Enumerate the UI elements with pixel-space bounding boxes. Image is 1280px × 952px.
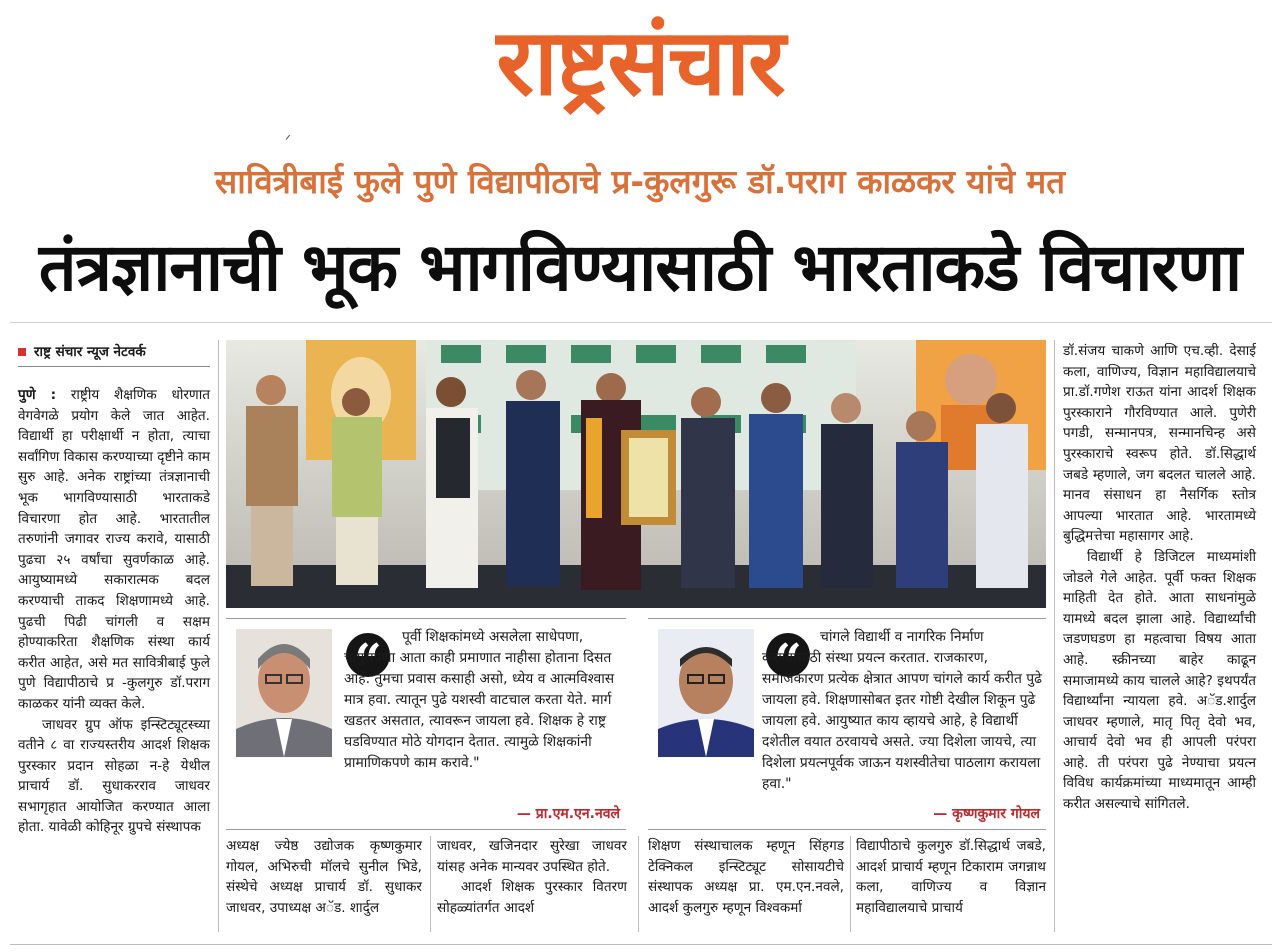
headline: तंत्रज्ञानाची भूक भागविण्यासाठी भारताकडे विचारणा <box>38 229 1242 306</box>
article-column-right <box>1063 341 1256 815</box>
newspaper-masthead: राष्ट्रसंचार <box>496 9 784 116</box>
quote-icon: “ <box>766 633 810 677</box>
paragraph: जाधवर, खजिनदार सुरेखा जाधवर यांसह अनेक मान्यवर उपस्थित होते. <box>437 838 627 875</box>
article-column-1 <box>18 385 210 838</box>
column-divider <box>218 340 219 932</box>
paragraph: डॉ.संजय चाकणे आणि एच.व्ही. देसाई कला, वाणिज्य, विज्ञान महाविद्यालयाचे प्रा.डॉ.गणेश राऊत यांना आदर्श शिक्षक पुरस्काराने गौरविण्यात आले. पुणेरी पगडी, सन्मानपत्र, सन्मानचिन्ह असे पुरस्काराचे स्वरूप होते. डॉ.सिद्धार्थ जबडे म्हणाले, जग बदलत चालले आहे. मानव संसाधन हा नैसर्गिक स्तोत्र आपल्या भारतात आहे. भारतामध्ये बुद्धिमत्तेचा महासागर आहे. <box>1063 343 1256 545</box>
event-photo <box>226 340 1046 608</box>
man-portrait-icon <box>658 629 754 757</box>
quote-attribution: — प्रा.एम.एन.नवले <box>516 806 620 822</box>
subheadline: सावित्रीबाई फुले पुणे विद्यापीठाचे प्र-कुलगुरू डॉ.पराग काळकर यांचे मत <box>214 162 1066 201</box>
quote-icon: “ <box>346 633 390 677</box>
byline <box>18 342 210 367</box>
paragraph-text: राष्ट्रीय शैक्षणिक धोरणात वेगवेगळे प्रयोग केले जात आहेत. विद्यार्थी हा परीक्षार्थी न होता, त्याचा सर्वांगिण विकास करण्याच्या दृष्टीने काम सुरु आहे. अनेक राष्ट्रांच्या तंत्रज्ञानाची भूक भागविण्यासाठी भारताकडे विचारणा होत आहे. भारतातील तरुणांनी जगावर राज्य करावे, यासाठी पुढचा २५ वर्षांचा सुवर्णकाळ आहे. आयुष्यामध्ये सकारात्मक बदल करण्याची ताकद शिक्षणामध्ये आहे. पुढची पिढी चांगली व सक्षम होण्याकरिता शैक्षणिक संस्था कार्य करीत आहेत, असे मत सावित्रीबाई फुले पुणे विद्यापीठाचे प्र -कुलगुरु डॉ.पराग काळकर यांनी व्यक्त केले. <box>18 387 210 712</box>
quote-text <box>344 627 620 774</box>
paragraph: विद्यापीठाचे कुलगुरु डॉ.सिद्धार्थ जबडे, आदर्श प्राचार्य म्हणून टिकाराम जगन्नाथ कला, वाणिज्य व विज्ञान महाविद्यालयाचे प्राचार्य <box>856 838 1046 916</box>
quote-body: पूर्वी शिक्षकांमध्ये असलेला साधेपणा, चांगुलपणा आता काही प्रमाणात नाहीसा होताना दिसत आहे. तुमचा प्रवास कसाही असो, ध्येय व आत्मविश्वास मात्र हवा. त्यातून पुढे यशस्वी वाटचाल करता येते. मार्ग खडतर असतात, त्यावरून जायला हवे. शिक्षक हे राष्ट्र घडविण्यात मोठे योगदान देतात. त्यामुळे शिक्षकांनी प्रामाणिकपणे काम करावे." <box>344 629 615 771</box>
paragraph: जाधवर ग्रुप ऑफ इन्स्टिट्यूटस्च्या वतीने ८ वा राज्यस्तरीय आदर्श शिक्षक पुरस्कार प्रदान सोहळा न-हे येथील प्राचार्य डॉ. सुधाकरराव जाधवर सभागृहात आयोजित करण्यात आला होता. यावेळी कोहिनूर ग्रुपचे संस्थापक <box>18 716 210 836</box>
column-divider <box>430 836 431 932</box>
column-divider <box>1054 340 1055 932</box>
paragraph: अध्यक्ष ज्येष्ठ उद्योजक कृष्णकुमार गोयल, अभिरुची मॉलचे सुनील भिडे, संस्थेचे अध्यक्ष प्राचार्य डॉ. सुधाकर जाधवर, उपाध्यक्ष अॅड. शार्दुल <box>226 838 422 916</box>
column-divider <box>850 836 851 932</box>
article-column-4 <box>648 836 844 918</box>
portrait-photo <box>236 629 332 757</box>
article-column-3 <box>437 836 627 918</box>
column-divider <box>638 836 639 932</box>
portrait-photo <box>658 629 754 757</box>
man-portrait-icon <box>236 629 332 757</box>
divider <box>10 944 1272 945</box>
quote-attribution: — कृष्णकुमार गोयल <box>933 806 1040 822</box>
quote-text <box>762 627 1042 795</box>
article-column-2 <box>226 836 422 918</box>
paragraph <box>18 385 210 715</box>
quote-box-navale <box>226 618 626 830</box>
article-column-5 <box>856 836 1046 918</box>
paragraph: विद्यार्थी हे डिजिटल माध्यमांशी जोडले गेले आहेत. पूर्वी फक्त शिक्षक माहिती देत होते. आता साधनांमुळे यामध्ये बदल झाला आहे. विद्यार्थ्यांची जडणघडण हा महत्वाचा विषय आता आहे. स्क्रीनच्या बाहेर काढून समाजामध्ये काय चालले आहे? इथपर्यंत विद्यार्थ्यांना न्यायला हवे. अॅड.शार्दुल जाधवर म्हणाले, मातृ पितृ देवो भव, आचार्य देवो भव ही आपली परंपरा आहे. ती परंपरा पुढे नेण्याचा प्रयत्न विविध कार्यक्रमांच्या माध्यमातून आम्ही करीत असल्याचे सांगितले. <box>1063 548 1256 813</box>
paragraph: शिक्षण संस्थाचालक म्हणून सिंहगड टेक्निकल इन्स्टिट्यूट सोसायटीचे संस्थापक अध्यक्ष प्रा. एम.एन.नवले, आदर्श कुलगुरु म्हणून विश्वकर्मा <box>648 838 844 916</box>
bullet-icon <box>18 348 26 356</box>
quote-body: चांगले विद्यार्थी व नागरिक निर्माण करण्यासाठी संस्था प्रयत्न करतात. राजकारण, समाजकारण प्रत्येक क्षेत्रात आपण चांगले कार्य करीत पुढे जायला हवे. शिक्षणासोबत इतर गोष्टी देखील शिकून पुढे जायला हवे. आयुष्यात काय व्हायचे आहे, हे विद्यार्थी दशेतील वयात ठरवायचे असते. ज्या दिशेला जायचे, त्या दिशेला प्रयत्नपूर्वक जाऊन यशस्वीतेचा पाठलाग करायला हवा." <box>762 629 1042 792</box>
divider <box>10 322 1272 323</box>
paragraph: आदर्श शिक्षक पुरस्कार वितरण सोहळ्यांतर्गत आदर्श <box>437 879 627 916</box>
award-ceremony-photo <box>226 340 1046 608</box>
quote-box-goyal <box>648 618 1046 830</box>
byline-text: राष्ट्र संचार न्यूज नेटवर्क <box>34 344 146 360</box>
dateline: पुणे : <box>18 387 57 403</box>
decorative-mark: ᐟ <box>285 133 291 149</box>
